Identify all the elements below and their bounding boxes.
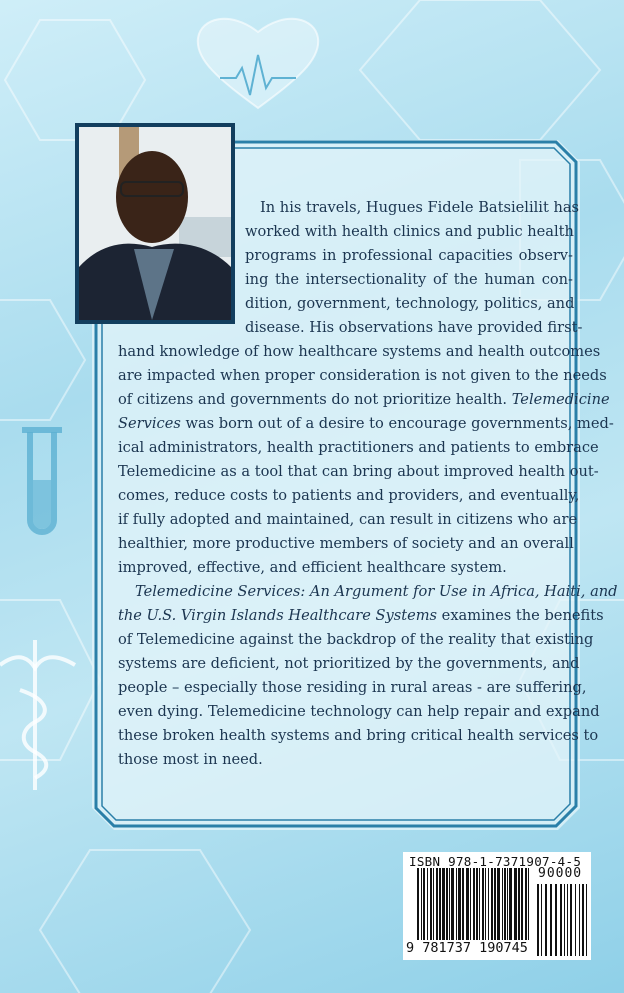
addon-bar	[564, 884, 565, 956]
blurb-line	[118, 652, 580, 676]
addon-bar	[575, 884, 576, 956]
italic-title-text: Telemedicine Services: An Argument for Use in Africa, Haiti, and	[135, 583, 618, 600]
addon-number: 90000	[538, 866, 583, 881]
barcode-bar	[421, 868, 422, 948]
barcode-bar	[485, 868, 486, 948]
barcode-bar	[458, 868, 461, 948]
barcode-bar	[494, 868, 496, 948]
blurb-text: Telemedicine as a tool that can bring about improved health out-	[118, 463, 599, 480]
blurb-line	[245, 316, 583, 340]
addon-bar	[586, 884, 587, 956]
blurb-text: of Telemedicine against the backdrop of the reality that existing	[118, 631, 594, 648]
blurb-text: even dying. Telemedicine technology can help repair and expand	[118, 703, 600, 720]
blurb-line	[118, 436, 599, 460]
blurb-line	[118, 628, 594, 652]
barcode-bar	[491, 868, 493, 948]
blurb-line	[260, 196, 580, 220]
blurb-line	[118, 604, 604, 628]
blurb-text: these broken health systems and bring critical health services to	[118, 727, 599, 744]
barcode-bar	[417, 868, 419, 948]
ean-number: 9 781737 190745	[406, 940, 528, 956]
addon-bar	[555, 884, 557, 956]
blurb-text: was born out of a desire to encourage governments, med-	[180, 415, 614, 432]
blurb-text: programs in professional capacities observ-	[245, 247, 573, 264]
blurb-line	[118, 460, 599, 484]
barcode-bar	[479, 868, 480, 948]
blurb-line	[118, 508, 578, 532]
isbn-label: ISBN 978-1-7371907-4-5	[409, 854, 582, 869]
barcode-bar	[430, 868, 432, 948]
addon-bar	[545, 884, 547, 956]
barcode-bar	[473, 868, 475, 948]
barcode-bar	[476, 868, 478, 948]
addon-bar	[570, 884, 572, 956]
blurb-line	[118, 388, 610, 412]
blurb-line	[118, 484, 580, 508]
blurb-text: healthier, more productive members of society and an overall	[118, 535, 574, 552]
blurb-line	[118, 364, 607, 388]
barcode-bar	[446, 868, 448, 948]
barcode-bar	[507, 868, 508, 948]
addon-bar	[537, 884, 539, 956]
blurb-line	[118, 340, 601, 364]
blurb-text: people – especially those residing in rural areas - are suffering,	[118, 679, 587, 696]
blurb-text: systems are deficient, not prioritized by the governments, and	[118, 655, 580, 672]
blurb-line	[245, 244, 573, 268]
addon-bar	[567, 884, 568, 956]
barcode-bar	[528, 868, 529, 948]
barcode-bar	[462, 868, 464, 948]
blurb-text: if fully adopted and maintained, can result in citizens who are	[118, 511, 578, 528]
blurb-line	[118, 724, 599, 748]
barcode-bar	[456, 868, 457, 948]
addon-bar	[560, 884, 562, 956]
barcode-bar	[521, 868, 523, 948]
blurb-text: of citizens and governments do not prioritize health.	[118, 391, 512, 408]
barcode-bar	[433, 868, 434, 948]
addon-bar	[579, 884, 580, 956]
barcode-bar	[504, 868, 506, 948]
blurb-text: disease. His observations have provided first-	[245, 319, 583, 336]
italic-title-text: Telemedicine	[511, 391, 610, 408]
isbn-barcode	[403, 852, 591, 960]
barcode-bar	[525, 868, 527, 948]
blurb-line	[118, 412, 614, 436]
barcode-bar	[509, 868, 512, 948]
blurb-line	[245, 292, 573, 316]
barcode-bar	[451, 868, 454, 948]
italic-title-text: Services	[118, 415, 181, 432]
blurb-text: ical administrators, health practitioners and patients to embrace	[118, 439, 599, 456]
barcode-bar	[466, 868, 469, 948]
blurb-text: worked with health clinics and public health	[245, 223, 574, 240]
blurb-line	[118, 700, 600, 724]
barcode-bar	[518, 868, 520, 948]
blurb-line	[245, 220, 573, 244]
blurb-text: comes, reduce costs to patients and providers, and eventually,	[118, 487, 580, 504]
blurb-text: hand knowledge of how healthcare systems and health outcomes	[118, 343, 601, 360]
barcode-bar	[514, 868, 517, 948]
barcode-bar	[470, 868, 471, 948]
barcode-bar	[488, 868, 489, 948]
blurb-text: those most in need.	[118, 751, 263, 768]
blurb-line	[118, 556, 573, 580]
blurb-line	[118, 676, 587, 700]
addon-bar	[550, 884, 552, 956]
blurb-line	[245, 268, 573, 292]
italic-title-text: the U.S. Virgin Islands Healthcare Systems	[118, 607, 438, 624]
blurb-text: are impacted when proper consideration is not given to the needs	[118, 367, 607, 384]
addon-bar	[541, 884, 542, 956]
blurb-text: ing the intersectionality of the human con-	[245, 271, 573, 288]
barcode-bar	[442, 868, 445, 948]
addon-bar	[582, 884, 584, 956]
blurb-text: examines the benefits	[437, 607, 604, 624]
barcode-bar	[439, 868, 441, 948]
barcode-bar	[482, 868, 484, 948]
blurb-text: In his travels, Hugues Fidele Batsielilit has	[260, 199, 580, 216]
blurb-text: improved, effective, and efficient healthcare system.	[118, 559, 507, 576]
barcode-bar	[502, 868, 503, 948]
blurb-line	[118, 532, 573, 556]
blurb-line	[135, 580, 618, 604]
blurb-line	[118, 748, 573, 772]
barcode-bar	[427, 868, 428, 948]
barcode-bar	[497, 868, 500, 948]
barcode-bar	[423, 868, 425, 948]
barcode-bar	[449, 868, 450, 948]
blurb-text: dition, government, technology, politics, and	[245, 295, 575, 312]
barcode-bar	[436, 868, 438, 948]
